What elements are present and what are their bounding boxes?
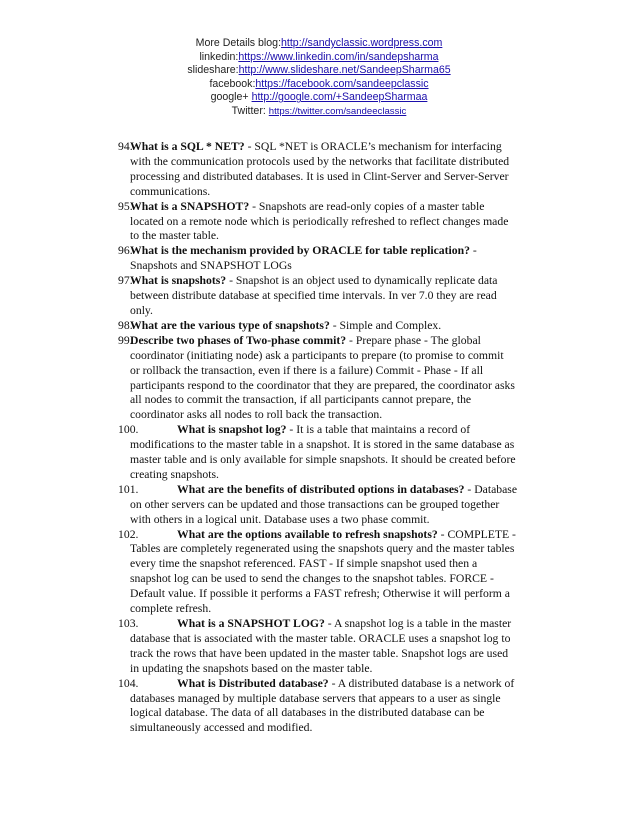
item-line [130, 274, 546, 289]
item-line [130, 200, 546, 215]
answer-text: snapshot log can be used to send the changes to the snapshot tables. FORCE - [130, 572, 494, 586]
item-line [130, 617, 546, 632]
list-item [118, 319, 546, 334]
item-line [130, 632, 546, 647]
answer-text: - Simple and Complex. [329, 318, 442, 332]
answer-text: Tables are completely regenerated using the snapshots query and the master tables [130, 542, 515, 556]
list-item [118, 244, 546, 274]
answer-text: participants respond to the coordinator that they are prepared, the coordinator asks [130, 378, 515, 392]
slideshare-link[interactable]: http://www.slideshare.net/SandeepSharma65 [238, 64, 451, 77]
item-line [130, 453, 546, 468]
item-line [130, 304, 546, 319]
list-item [118, 617, 546, 677]
list-item [118, 423, 546, 483]
list-item [118, 274, 546, 319]
item-line [130, 557, 546, 572]
item-line [130, 259, 546, 274]
answer-text: track the rows that have been updated in the master table. Snapshot logs are used [130, 646, 509, 660]
answer-text: - Prepare phase - The global [346, 333, 481, 347]
item-line [130, 185, 546, 200]
list-item [118, 528, 546, 617]
question-list [118, 140, 546, 736]
item-line [130, 423, 546, 438]
question-text: What are the options available to refresh snapshots? [177, 527, 438, 541]
item-line [130, 513, 546, 528]
item-line [130, 721, 546, 736]
item-line [130, 379, 546, 394]
question-text: What is a SNAPSHOT? [130, 199, 250, 213]
list-item [118, 677, 546, 737]
item-line [130, 289, 546, 304]
question-text: What is a SNAPSHOT LOG? [177, 617, 325, 630]
list-item [118, 200, 546, 245]
question-text: What is snapshot log? [177, 423, 287, 437]
item-line [130, 692, 546, 707]
item-number: 104. [118, 676, 139, 690]
item-line [130, 483, 546, 498]
answer-text: master table and is only available for simple snapshots. It should be created before [130, 453, 516, 467]
linkedin-link[interactable]: https://www.linkedin.com/in/sandepsharma [238, 50, 439, 63]
blog-label: More Details blog: [195, 37, 282, 49]
google-label: google+ [210, 91, 252, 104]
answer-text: - Snapshots are read-only copies of a master table [249, 199, 485, 213]
question-text: What is the mechanism provided by ORACLE for table replication? [130, 244, 470, 258]
item-number: 96. [118, 244, 133, 258]
item-line [130, 349, 546, 364]
item-line [130, 468, 546, 483]
list-item [118, 140, 546, 200]
slideshare-label: slideshare: [187, 64, 239, 77]
answer-text: complete refresh. [130, 602, 212, 616]
answer-text: logical database. The data of all databases in the distributed database can be [130, 706, 485, 720]
answer-text: - Database [464, 482, 518, 496]
answer-text: - Snapshot is an object used to dynamically replicate data [226, 274, 498, 288]
item-line [130, 662, 546, 677]
header-slideshare-line [0, 64, 638, 78]
item-line [130, 393, 546, 408]
linkedin-label: linkedin: [199, 50, 239, 63]
header-facebook-line [0, 78, 638, 92]
facebook-link[interactable]: https://facebook.com/sandeepclassic [255, 77, 429, 90]
answer-text: with the communication protocols used by the networks that facilitate distributed [130, 154, 510, 168]
item-number: 97. [118, 274, 133, 288]
item-number: 94. [118, 140, 133, 153]
item-line [130, 215, 546, 230]
question-text: What are the benefits of distributed options in databases? [177, 482, 465, 496]
item-number: 95. [118, 199, 133, 213]
blog-link[interactable]: http://sandyclassic.wordpress.com [281, 37, 443, 49]
item-line [130, 229, 546, 244]
google-link[interactable]: http://google.com/+SandeepSharmaa [251, 91, 428, 104]
answer-text: creating snapshots. [130, 467, 219, 481]
answer-text: - A distributed database is a network of [328, 676, 515, 690]
answer-text: in updating the snapshots based on the master table. [130, 661, 373, 675]
answer-text: Default value. If possible it performs a FAST refresh; Otherwise it will perform a [130, 587, 510, 601]
twitter-link[interactable]: https://twitter.com/sandeeclassic [268, 105, 407, 117]
answer-text: with others in a logical unit. Database uses a two phase commit. [130, 512, 430, 526]
answer-text: located on a remote node which is periodically refreshed to reflect changes made [130, 214, 509, 228]
answer-text: coordinator (initiating node) ask a participants to prepare (to promise to commit [130, 348, 504, 362]
item-line [130, 408, 546, 423]
item-line [130, 319, 546, 334]
item-line [130, 438, 546, 453]
item-line [130, 170, 546, 185]
item-line [130, 528, 546, 543]
item-line [130, 587, 546, 602]
header-google-line [0, 91, 638, 105]
item-line [130, 572, 546, 587]
answer-text: processing and distributed databases. It is used in Clint-Server and Server-Server [130, 169, 509, 183]
answer-text: - A snapshot log is a table in the master [324, 617, 512, 630]
item-line [130, 244, 546, 259]
item-number: 98. [118, 318, 133, 332]
question-text: What are the various type of snapshots? [130, 318, 330, 332]
answer-text: or rollback the transaction, even if there is a failure) Commit - Phase - If all [130, 363, 484, 377]
answer-text: coordinator asks all nodes to roll back the transaction. [130, 408, 383, 422]
item-number: 102. [118, 527, 139, 541]
item-number: 101. [118, 482, 139, 496]
item-line [130, 498, 546, 513]
item-line [130, 677, 546, 692]
item-line [130, 647, 546, 662]
question-text: Describe two phases of Two-phase commit? [130, 333, 347, 347]
question-text: What is snapshots? [130, 274, 227, 288]
header-blog-line [0, 37, 638, 51]
facebook-label: facebook: [209, 77, 256, 90]
header-twitter-line [0, 105, 638, 119]
answer-text: all nodes to commit the transaction, if all participants cannot prepare, the [130, 393, 472, 407]
item-line [130, 364, 546, 379]
answer-text: simultaneously accessed and modified. [130, 721, 313, 735]
question-text: What is a SQL * NET? [130, 140, 245, 153]
item-line [130, 542, 546, 557]
answer-text: on other servers can be updated and those transactions can be grouped together [130, 497, 500, 511]
page-header [0, 37, 638, 119]
item-number: 100. [118, 423, 139, 437]
question-text: What is Distributed database? [177, 676, 329, 690]
header-linkedin-line [0, 51, 638, 65]
answer-text: modifications to the master table in a snapshot. It is stored in the same database as [130, 438, 515, 452]
answer-text: between distribute database at specified time intervals. In ver 7.0 they are read [130, 289, 497, 303]
answer-text: - It is a table that maintains a record of [286, 423, 471, 437]
item-number: 103. [118, 617, 139, 630]
answer-text: databases managed by multiple database servers that appears to a user as single [130, 691, 501, 705]
answer-text: communications. [130, 184, 211, 198]
item-line [130, 602, 546, 617]
answer-text: - SQL *NET is ORACLE’s mechanism for interfacing [244, 140, 502, 153]
answer-text: - COMPLETE - [437, 527, 516, 541]
answer-text: - [469, 244, 477, 258]
list-item [118, 483, 546, 528]
item-line [130, 155, 546, 170]
answer-text: only. [130, 303, 153, 317]
list-item [118, 334, 546, 423]
answer-text: Snapshots and SNAPSHOT LOGs [130, 259, 292, 273]
item-line [130, 334, 546, 349]
answer-text: database that is associated with the master table. ORACLE uses a snapshot log to [130, 631, 511, 645]
twitter-label: Twitter: [231, 104, 269, 117]
answer-text: to the master table. [130, 229, 219, 243]
item-line [130, 140, 546, 155]
item-number: 99. [118, 333, 133, 347]
answer-text: every time the snapshot referenced. FAST - If simple snapshot used then a [130, 557, 478, 571]
item-line [130, 706, 546, 721]
